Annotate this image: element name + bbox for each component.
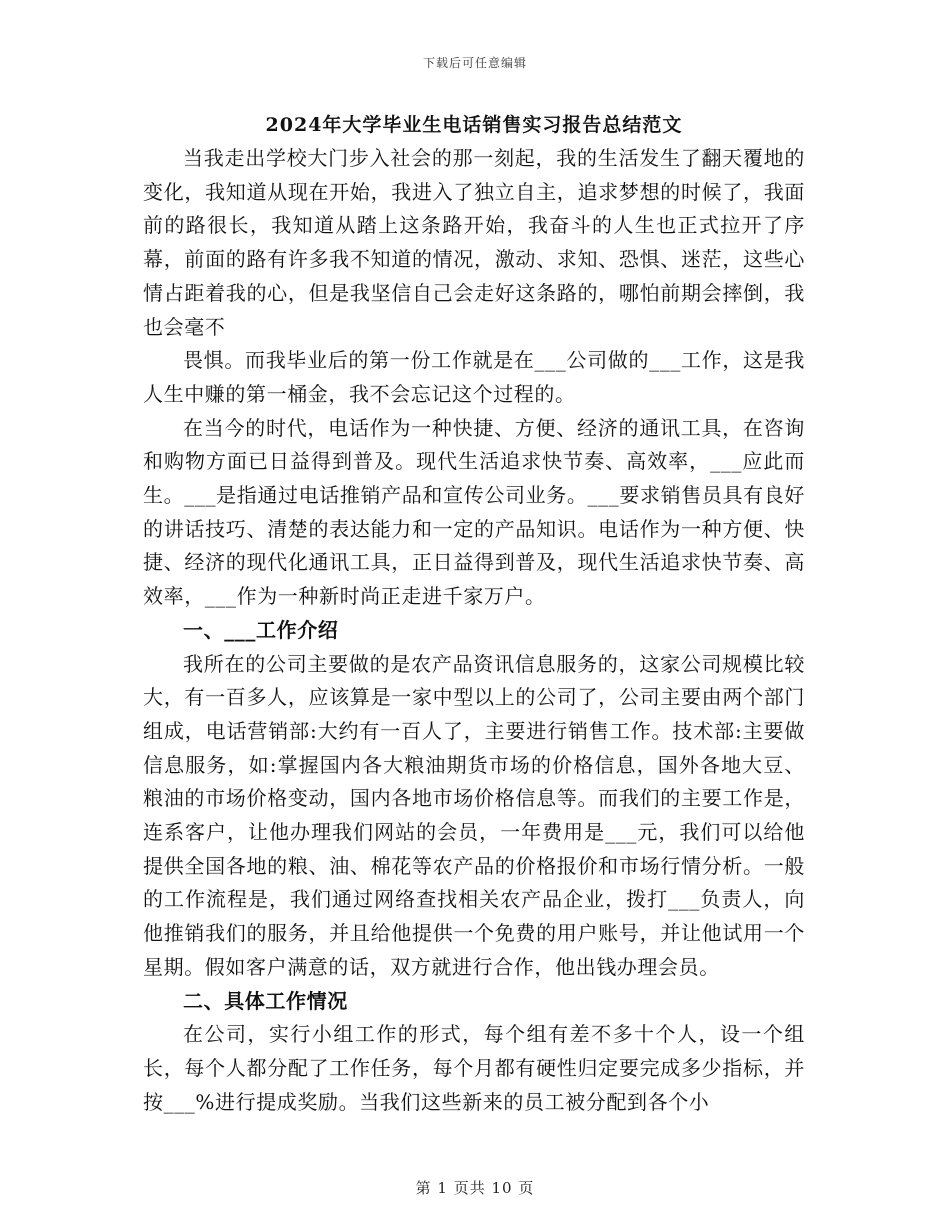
header-note: 下载后可任意编辑 (422, 56, 527, 70)
paragraph-first-job: 畏惧。而我毕业后的第一份工作就是在___公司做的___工作，这是我人生中赚的第一桶金，我不会忘记这个过程的。 (143, 348, 805, 406)
section-heading-1: 一、___工作介绍 (183, 617, 339, 642)
page-number: 第 1 页共 10 页 (415, 1179, 535, 1197)
paragraph-telephone: 在当今的时代，电话作为一种快捷、方便、经济的通讯工具，在咨询和购物方面已日益得到普及。现代生活追求快节奏、高效率，___应此而生。___是指通过电话推销产品和宣传公司业务。___要求销售员具有良好的讲话技巧、清楚的表达能力和一定的产品知识。电话作为一种方便、快捷、经济的现代化通讯工具，正日益得到普及，现代生活追求快节奏、高效率，___作为一种新时尚正走进千家万户。 (143, 415, 805, 609)
document-title: 2024年大学毕业生电话销售实习报告总结范文 (265, 114, 683, 136)
section-heading-2: 二、具体工作情况 (183, 988, 348, 1013)
paragraph-intro: 当我走出学校大门步入社会的那一刻起，我的生活发生了翻天覆地的变化，我知道从现在开始，我进入了独立自主，追求梦想的时候了，我面前的路很长，我知道从踏上这条路开始，我奋斗的人生也正式拉开了序幕，前面的路有许多我不知道的情况，激动、求知、恐惧、迷茫，这些心情占距着我的心，但是我坚信自己会走好这条路的，哪怕前期会摔倒，我也会毫不 (143, 146, 805, 339)
document-body (143, 112, 805, 1119)
paragraph-work-detail: 在公司，实行小组工作的形式，每个组有差不多十个人，设一个组长，每个人都分配了工作任务，每个月都有硬性归定要完成多少指标，并按___%进行提成奖励。当我们这些新来的员工被分配到各个小 (143, 1022, 805, 1114)
paragraph-company: 我所在的公司主要做的是农产品资讯信息服务的，这家公司规模比较大，有一百多人，应该算是一家中型以上的公司了，公司主要由两个部门组成，电话营销部:大约有一百人了，主要进行销售工作。技术部:主要做信息服务，如:掌握国内各大粮油期货市场的价格信息，国外各地大豆、粮油的市场价格变动，国内各地市场价格信息等。而我们的主要工作是，连系客户，让他办理我们网站的会员，一年费用是___元，我们可以给他提供全国各地的粮、油、棉花等农产品的价格报价和市场行情分析。一般的工作流程是，我们通过网络查找相关农产品企业，拨打___负责人，向他推销我们的服务，并且给他提供一个免费的用户账号，并让他试用一个星期。假如客户满意的话，双方就进行合作，他出钱办理会员。 (143, 651, 805, 979)
